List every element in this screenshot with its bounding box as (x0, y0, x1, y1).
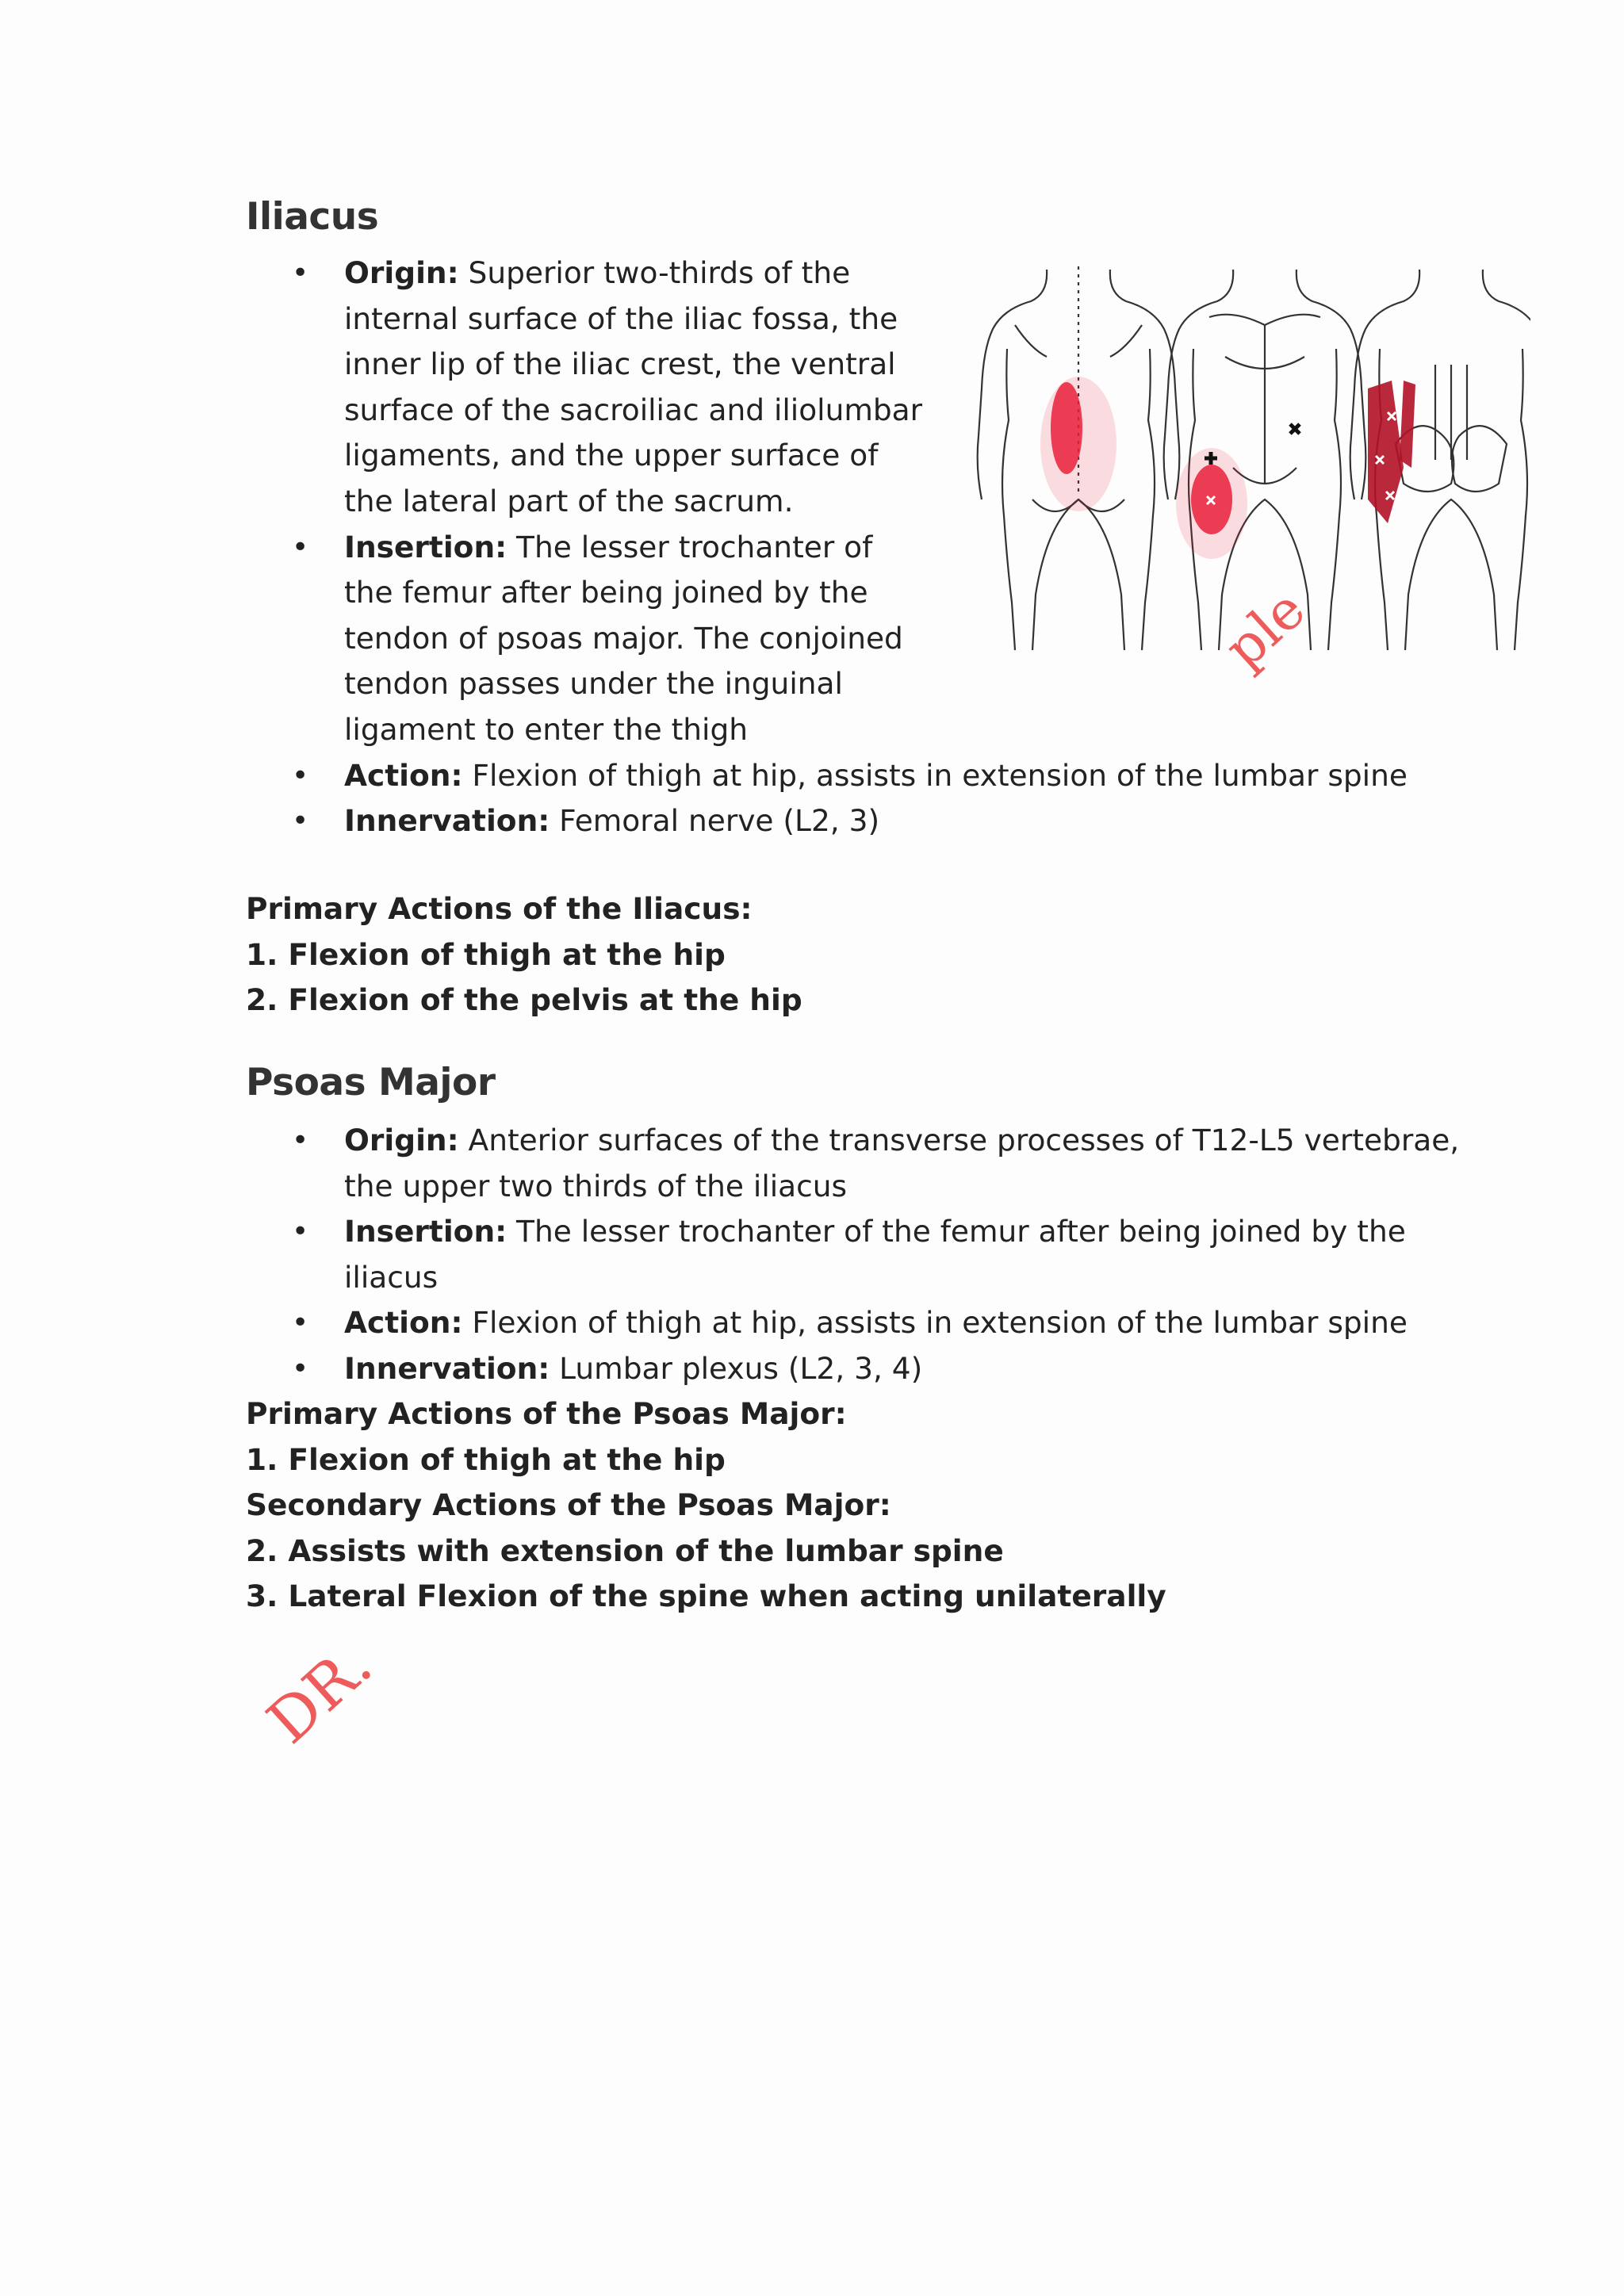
list-item (246, 798, 1408, 844)
bullet-icon: • (292, 1215, 309, 1249)
origin-label: Origin: (344, 1123, 459, 1158)
psoas-attribute-list (246, 1118, 1470, 1392)
insertion-text: The lesser trochanter of the femur after being joined by the tendon of psoas major. The conjoined tendon passes under the inguinal ligament to enter the thigh (344, 529, 903, 747)
action-label: Action: (344, 1305, 463, 1341)
origin-label: Origin: (344, 255, 459, 290)
iliacus-actions (246, 886, 802, 1024)
insertion-label: Insertion: (344, 529, 508, 564)
psoas-secondary-heading: Secondary Actions of the Psoas Major: (246, 1487, 891, 1523)
iliacus-heading: Iliacus (246, 195, 379, 239)
psoas-primary-1: 1. Flexion of thigh at the hip (246, 1441, 726, 1477)
bullet-icon: • (292, 530, 309, 564)
list-item (246, 1209, 1470, 1300)
watermark-text: ple (1213, 578, 1318, 681)
innervation-label: Innervation: (344, 1350, 550, 1386)
action-text: Flexion of thigh at hip, assists in extension of the lumbar spine (462, 757, 1408, 793)
innervation-text: Femoral nerve (L2, 3) (550, 803, 880, 839)
bullet-icon: • (292, 805, 309, 838)
list-item (246, 1118, 1470, 1209)
iliacus-primary-heading: Primary Actions of the Iliacus: (246, 891, 753, 926)
list-item (246, 753, 1408, 799)
iliacus-primary-2: 2. Flexion of the pelvis at the hip (246, 982, 802, 1018)
bullet-icon: • (292, 1124, 309, 1157)
innervation-label: Innervation: (344, 803, 550, 839)
psoas-secondary-3: 3. Lateral Flexion of the spine when acting unilaterally (246, 1578, 1166, 1614)
psoas-primary-heading: Primary Actions of the Psoas Major: (246, 1396, 847, 1431)
bullet-icon: • (292, 759, 309, 792)
insertion-label: Insertion: (344, 1214, 508, 1249)
psoas-secondary-2: 2. Assists with extension of the lumbar spine (246, 1533, 1004, 1568)
origin-text: Superior two-thirds of the internal surface of the iliac fossa, the inner lip of the iliac crest, the ventral surface of the sacroiliac and iliolumbar ligaments, and the upper surface of the lateral part of the sacrum. (344, 255, 923, 519)
list-item (246, 1300, 1470, 1346)
psoas-actions (246, 1391, 1166, 1620)
bullet-icon: • (292, 1352, 309, 1385)
list-item (246, 1346, 1470, 1392)
bullet-icon: • (292, 1307, 309, 1340)
origin-text: Anterior surfaces of the transverse processes of T12-L5 vertebrae, the upper two thirds of the iliacus (344, 1123, 1460, 1203)
referral-pain-areas (1040, 377, 1415, 559)
watermark-text: DR. (254, 1628, 385, 1758)
innervation-text: Lumbar plexus (L2, 3, 4) (550, 1350, 923, 1386)
action-text: Flexion of thigh at hip, assists in extension of the lumbar spine (462, 1305, 1408, 1341)
action-label: Action: (344, 757, 463, 793)
iliacus-primary-1: 1. Flexion of thigh at the hip (246, 936, 726, 972)
psoas-major-heading: Psoas Major (246, 1061, 496, 1104)
insertion-text: The lesser trochanter of the femur after being joined by the iliacus (344, 1214, 1406, 1295)
bullet-icon: • (292, 257, 309, 289)
